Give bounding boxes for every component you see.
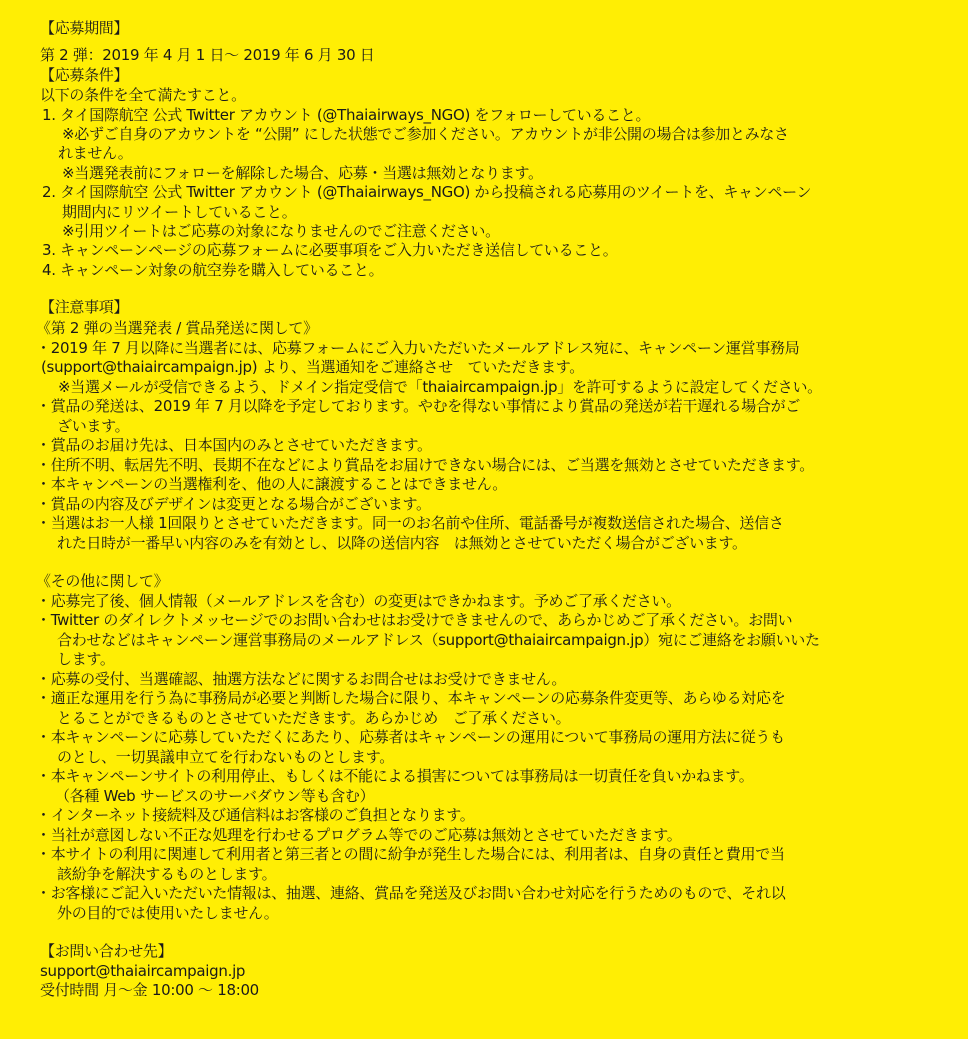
note-4: ・住所不明、転居先不明、長期不在などにより賞品をお届けできない場合には、ご当選を無効とさせていただきます。 [36, 456, 814, 474]
other-10: ・お客様にご記入いただいた情報は、抽選、連絡、賞品を発送及びお問い合わせ対応を行うためのもので、それ以 [36, 884, 786, 902]
other-10-cont: 外の目的では使用いたしません。 [57, 904, 279, 922]
conditions-intro: 以下の条件を全て満たすこと。 [40, 86, 246, 104]
note-2: ・賞品の発送は、2019 年 7 月以降を予定しております。やむを得ない事情により賞品の発送が若干遅れる場合がご [36, 397, 801, 415]
condition-2-cont: 期間内にリツイートしていること。 [62, 203, 297, 221]
other-2-cont-a: 合わせなどはキャンペーン運営事務局のメールアドレス（support@thaiaircampaign.jp）宛にご連絡をお願いいた [57, 631, 820, 649]
note-1-sub: ※当選メールが受信できるよう、ドメイン指定受信で「thaiaircampaign.jp」を許可するように設定してください。 [58, 378, 822, 396]
contact-email: support@thaiaircampaign.jp [40, 962, 246, 980]
condition-1-note-a-cont: れません。 [58, 144, 133, 162]
note-2-cont: ざいます。 [57, 417, 130, 435]
condition-3: 3. キャンペーンページの応募フォームに必要事項をご入力いただき送信していること。 [42, 241, 618, 259]
notes-heading: 【注意事項】 [40, 298, 129, 316]
other-3: ・応募の受付、当選確認、抽選方法などに関するお問合せはお受けできません。 [36, 670, 567, 688]
condition-1: 1. タイ国際航空 公式 Twitter アカウント (@Thaiairways_NGO) をフォローしていること。 [42, 106, 651, 124]
other-5-cont: のとし、一切異議申立てを行わないものとします。 [57, 748, 394, 766]
note-3: ・賞品のお届け先は、日本国内のみとさせていただきます。 [36, 436, 432, 454]
other-2: ・Twitter のダイレクトメッセージでのお問い合わせはお受けできませんので、あらかじめご了承ください。お問い [36, 611, 793, 629]
other-1: ・応募完了後、個人情報（メールアドレスを含む）の変更はできかねます。予めご了承ください。 [36, 592, 681, 610]
contact-heading: 【お問い合わせ先】 [40, 942, 173, 960]
condition-1-note-b: ※当選発表前にフォローを解除した場合、応募・当選は無効となります。 [62, 164, 543, 182]
other-5: ・本キャンペーンに応募していただくにあたり、応募者はキャンペーンの運用について事務局の運用方法に従うも [36, 728, 785, 746]
condition-4: 4. キャンペーン対象の航空券を購入していること。 [42, 261, 384, 279]
other-9: ・本サイトの利用に関連して利用者と第三者との間に紛争が発生した場合には、利用者は、自身の責任と費用で当 [36, 845, 785, 863]
condition-1-note-a: ※必ずご自身のアカウントを “公開” にした状態でご参加ください。アカウントが非公開の場合は参加とみなさ [62, 125, 789, 143]
contact-hours: 受付時間 月〜金 10:00 〜 18:00 [40, 981, 259, 999]
notes-subheading: 《第 2 弾の当選発表 / 賞品発送に関して》 [36, 319, 318, 337]
condition-2: 2. タイ国際航空 公式 Twitter アカウント (@Thaiairways_NGO) から投稿される応募用のツイートを、キャンペーン [42, 183, 812, 201]
other-2-cont-b: します。 [57, 650, 115, 668]
other-9-cont: 該紛争を解決するものとします。 [57, 865, 277, 883]
other-6-cont: （各種 Web サービスのサーバダウン等も含む） [55, 787, 375, 805]
conditions-heading: 【応募条件】 [40, 66, 129, 84]
other-6: ・本キャンペーンサイトの利用停止、もしくは不能による損害については事務局は一切責任を負いかねます。 [36, 767, 754, 785]
period-text: 第 2 弾：2019 年 4 月 1 日〜 2019 年 6 月 30 日 [40, 46, 375, 64]
period-heading: 【応募期間】 [40, 19, 129, 37]
other-7: ・インターネット接続料及び通信料はお客様のご負担となります。 [36, 806, 475, 824]
note-7: ・当選はお一人様 1回限りとさせていただきます。同一のお名前や住所、電話番号が複数送信された場合、送信さ [36, 514, 784, 532]
other-4-cont: とることができるものとさせていただきます。あらかじめ ご了承ください。 [57, 709, 571, 727]
other-4: ・適正な運用を行う為に事務局が必要と判断した場合に限り、本キャンペーンの応募条件変更等、あらゆる対応を [36, 689, 786, 707]
note-6: ・賞品の内容及びデザインは変更となる場合がございます。 [36, 495, 431, 513]
other-8: ・当社が意図しない不正な処理を行わせるプログラム等でのご応募は無効とさせていただきます。 [36, 826, 682, 844]
condition-2-note: ※引用ツイートはご応募の対象になりませんのでご注意ください。 [62, 222, 500, 240]
others-subheading: 《その他に関して》 [36, 572, 169, 590]
note-1: ・2019 年 7 月以降に当選者には、応募フォームにご入力いただいたメールアドレス宛に、キャンペーン運営事務局 [36, 339, 800, 357]
note-5: ・本キャンペーンの当選権利を、他の人に譲渡することはできません。 [36, 475, 508, 493]
note-7-cont: れた日時が一番早い内容のみを有効とし、以降の送信内容 は無効とさせていただく場合がございます。 [57, 534, 747, 552]
note-1-cont: (support@thaiaircampaign.jp) より、当選通知をご連絡させ ていただきます。 [41, 358, 584, 376]
